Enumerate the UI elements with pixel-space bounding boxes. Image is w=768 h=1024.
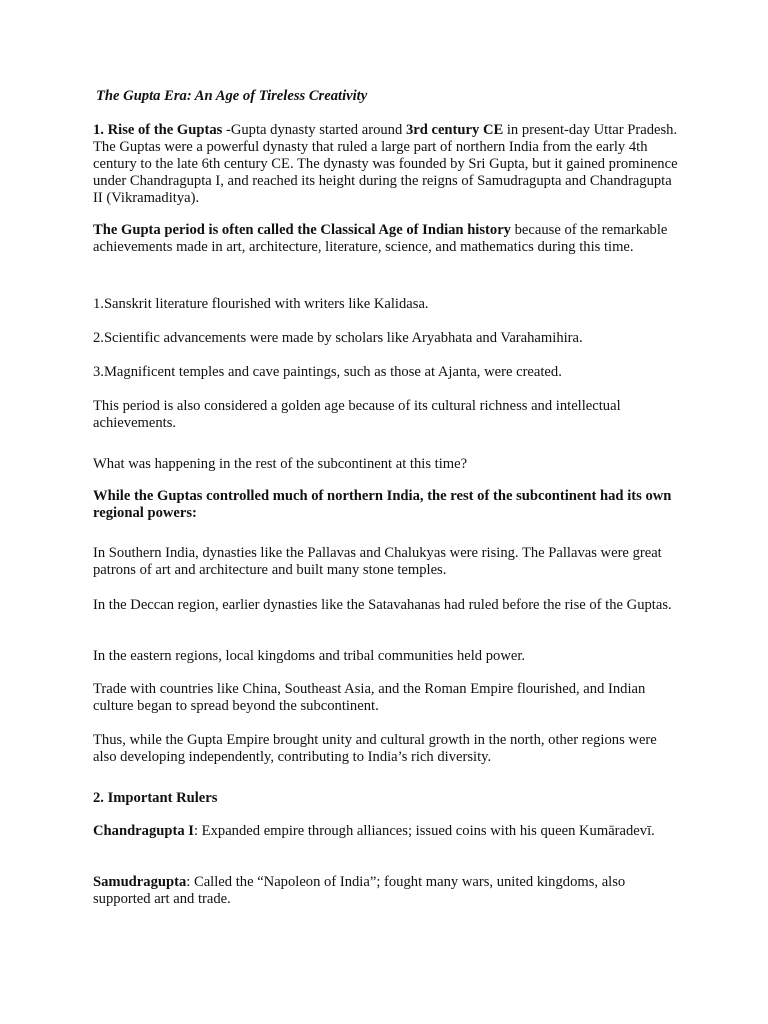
classical-age-text: because of the remarkable achievements made in art, architecture, literature, science, and mathematics during this time. [93,222,668,255]
rulers-heading: 2. Important Rulers [93,790,218,806]
golden-age-paragraph: This period is also considered a golden age because of its cultural richness and intellectual achievements. [93,398,621,431]
point-temples: 3.Magnificent temples and cave paintings, such as those at Ajanta, were created. [93,364,562,380]
regional-powers-heading: While the Guptas controlled much of northern India, the rest of the subcontinent had its own regional powers: [93,488,672,521]
document-title: The Gupta Era: An Age of Tireless Creativity [96,88,368,104]
southern-india-paragraph: In Southern India, dynasties like the Pallavas and Chalukyas were rising. The Pallavas were great patrons of art and architecture and built many stone temples. [93,545,662,578]
trade-paragraph: Trade with countries like China, Southeast Asia, and the Roman Empire flourished, and Indian culture began to spread beyond the subcontinent. [93,681,646,714]
ruler-description: : Called the “Napoleon of India”; fought many wars, united kingdoms, also supported art and trade. [93,874,626,907]
ruler-name: Samudragupta [93,874,187,890]
ruler-samudragupta [93,874,683,908]
ruler-description: : Expanded empire through alliances; issued coins with his queen Kumāradevī. [193,823,655,839]
summary-paragraph: Thus, while the Gupta Empire brought unity and cultural growth in the north, other regions were also developing independently, contributing to India’s rich diversity. [93,732,657,765]
ruler-name: Chandragupta I [93,823,194,839]
point-science: 2.Scientific advancements were made by scholars like Aryabhata and Varahamihira. [93,330,583,346]
rise-heading: 1. Rise of the Guptas [93,122,223,138]
rise-separator: - [222,122,231,138]
ruler-chandragupta [93,823,683,840]
rise-text-2: in present-day Uttar Pradesh. The Guptas were a powerful dynasty that ruled a large part of northern India from the early 4th century to the late 6th century CE. The dynasty was founded by Sri Gupta, but it gained prominence under Chandragupta I, and reached its height during the reigns of Samudragupta and Chandragupta II (Vikramaditya). [93,122,678,206]
rise-century: 3rd century CE [405,122,504,138]
classical-age-bold: The Gupta period is often called the Classical Age of Indian history [93,222,511,238]
classical-age-paragraph [93,222,683,256]
deccan-paragraph: In the Deccan region, earlier dynasties like the Satavahanas had ruled before the rise of the Guptas. [93,597,672,613]
point-literature: 1.Sanskrit literature flourished with writers like Kalidasa. [93,296,429,312]
rise-text-1: Gupta dynasty started around [230,122,406,138]
question-paragraph: What was happening in the rest of the subcontinent at this time? [93,456,468,472]
rise-paragraph [93,122,683,207]
eastern-regions-paragraph: In the eastern regions, local kingdoms and tribal communities held power. [93,648,526,664]
